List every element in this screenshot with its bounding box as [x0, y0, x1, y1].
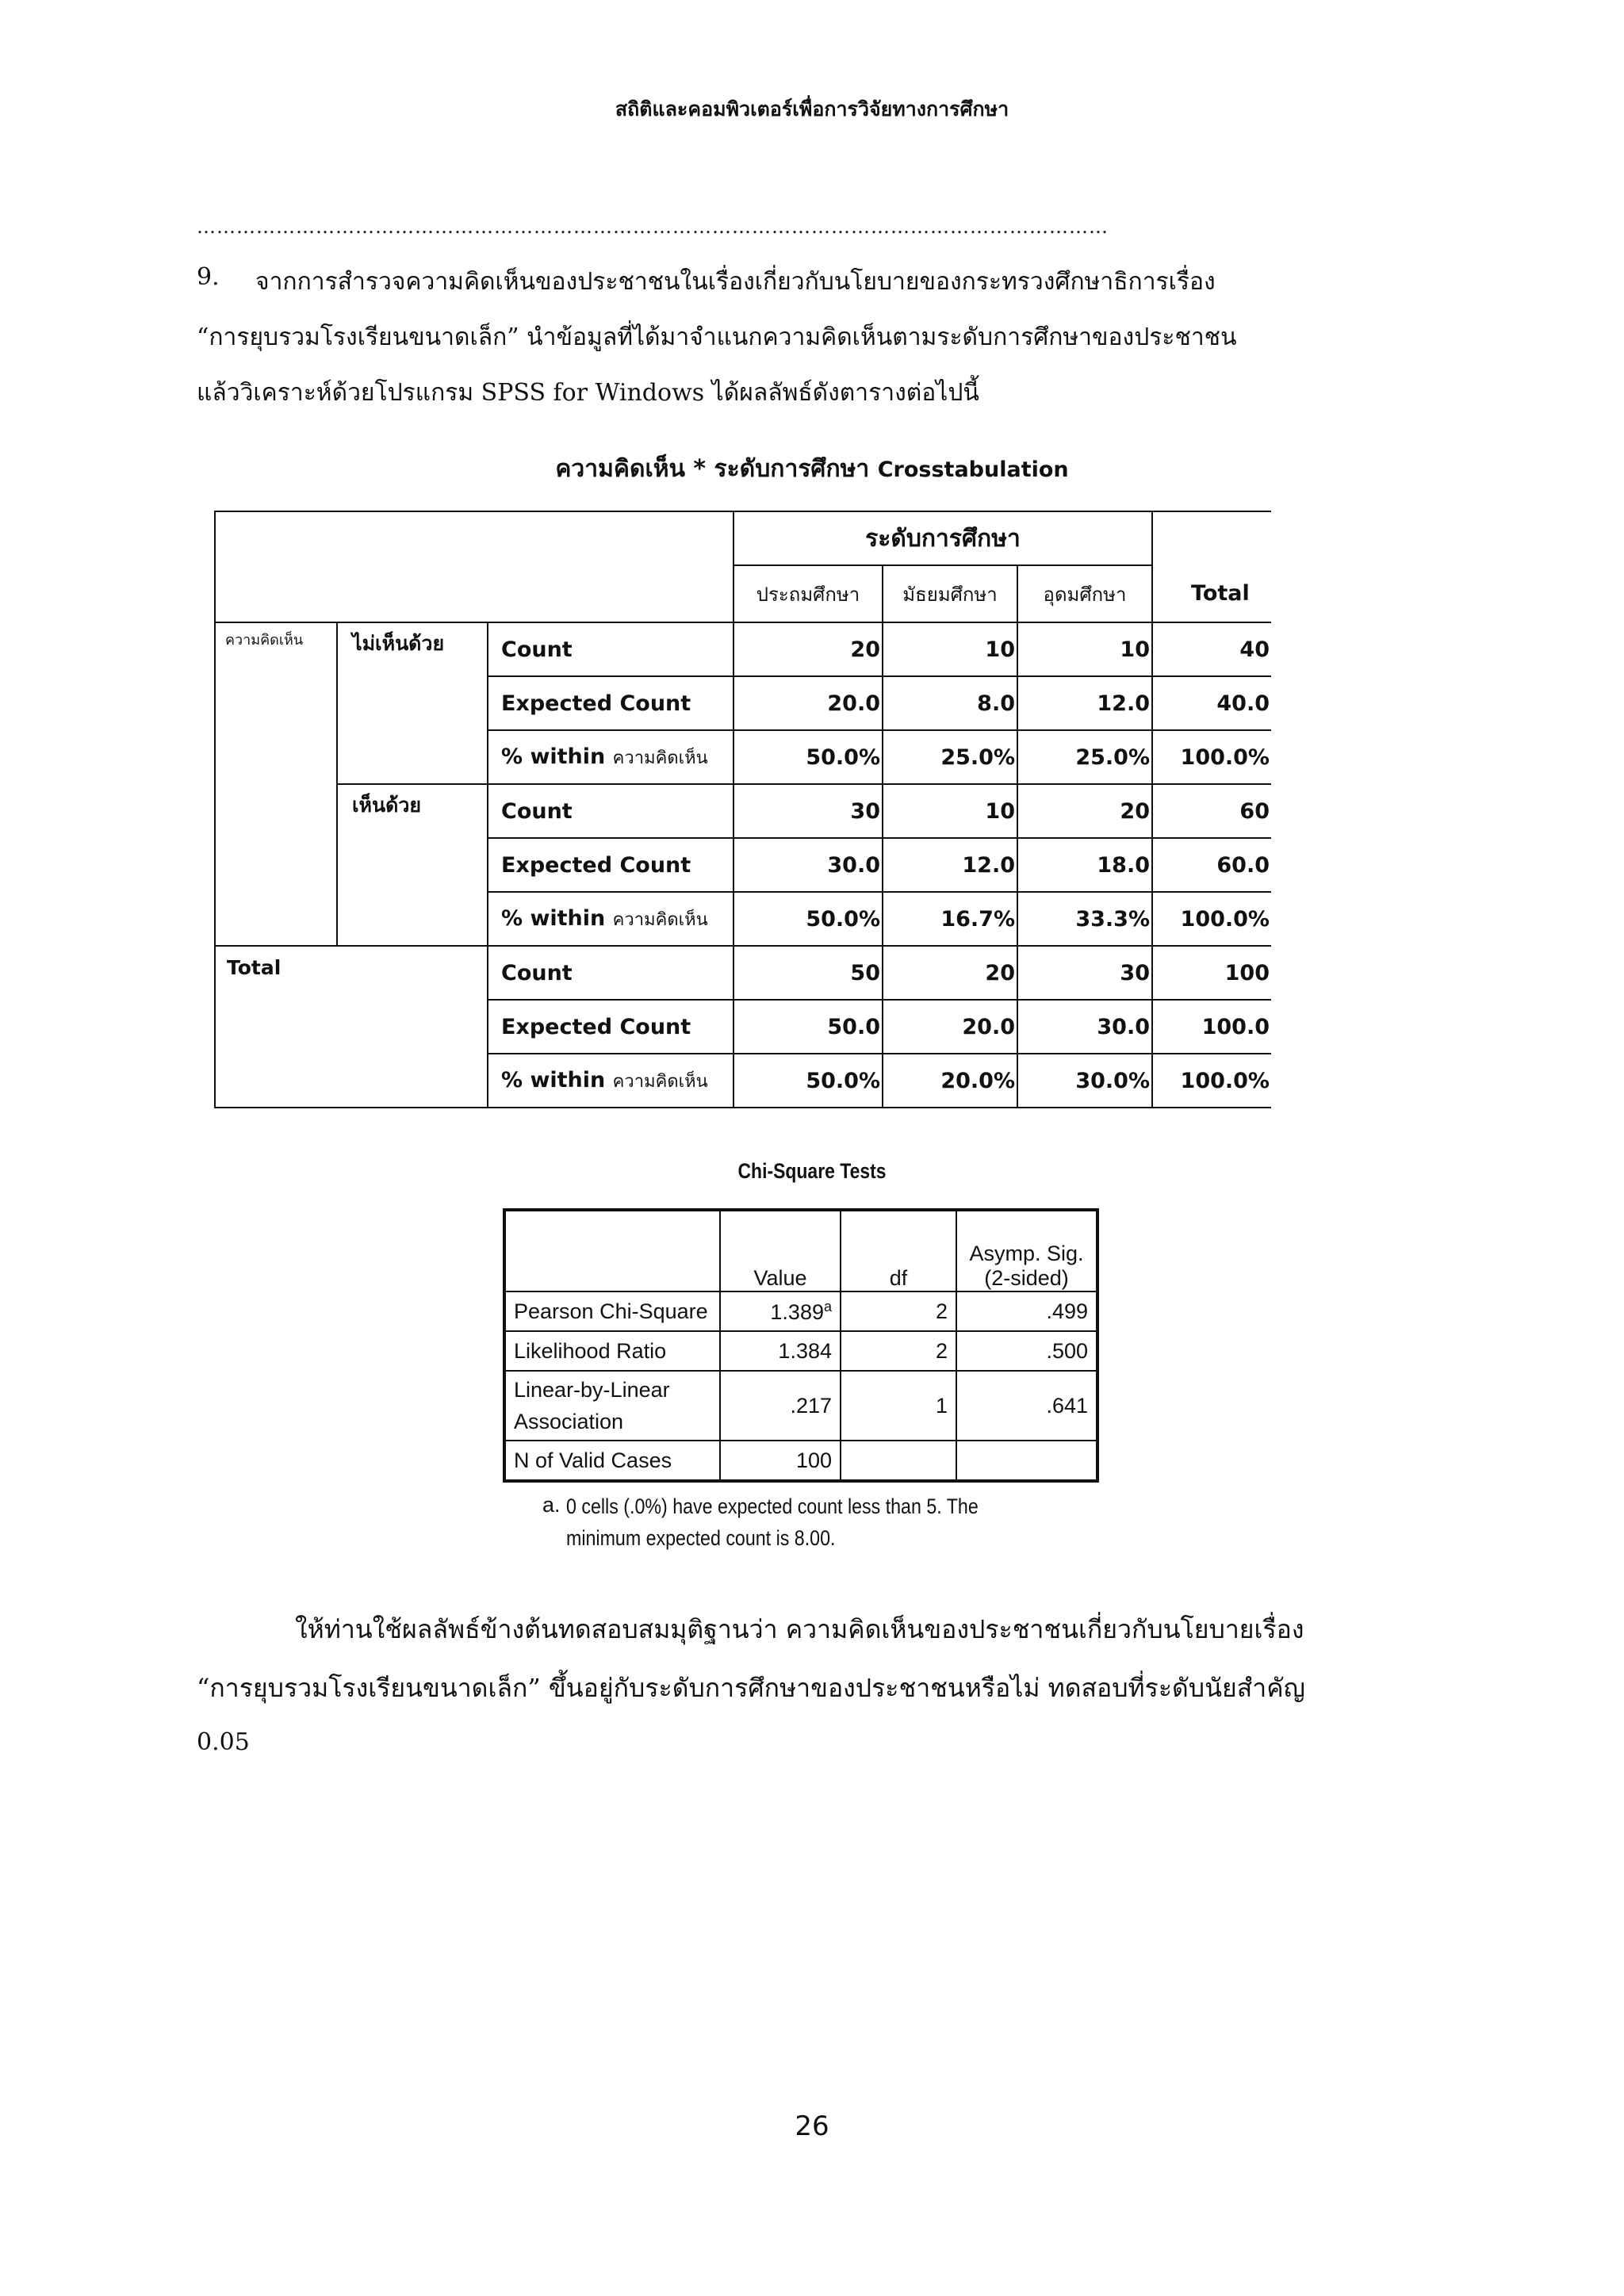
crosstab-col-header: อุดมศึกษา	[1017, 565, 1152, 622]
stat-th: ความคิดเห็น	[612, 748, 708, 768]
crosstab-cell: 30.0%	[1017, 1054, 1152, 1108]
crosstab-cell: 33.3%	[1017, 892, 1152, 946]
crosstab-cell: 100	[1152, 946, 1271, 1000]
crosstab-cell: 30.0	[733, 838, 883, 892]
crosstab-cell: 40.0	[1152, 676, 1271, 730]
crosstab-cell: 100.0%	[1152, 1054, 1271, 1108]
crosstab-stat-label: Count	[488, 622, 733, 676]
chi-value: 1.384	[720, 1331, 841, 1371]
chi-header-sig-line2: (2-sided)	[984, 1266, 1069, 1290]
crosstab-cell: 60.0	[1152, 838, 1271, 892]
crosstab-cell: 10	[883, 784, 1017, 838]
stat-en: % within	[501, 1067, 606, 1093]
chi-df: 1	[841, 1371, 956, 1441]
crosstab-title-en: Crosstabulation	[877, 457, 1069, 482]
footnote-line-1: 0 cells (.0%) have expected count less than 5. The	[566, 1494, 979, 1518]
crosstab-cell: 30.0	[1017, 1000, 1152, 1054]
crosstab-stat-label: Count	[488, 946, 733, 1000]
chi-value: 100	[720, 1441, 841, 1481]
crosstab-cell: 40	[1152, 622, 1271, 676]
chi-df: 2	[841, 1292, 956, 1331]
crosstab-cell: 100.0	[1152, 1000, 1271, 1054]
question-line-1: จากการสำรวจความคิดเห็นของประชาชนในเรื่องเกี่ยวกับนโยบายของกระทรวงศึกษาธิการเรื่อง	[255, 268, 1216, 296]
crosstab-total-row-label: Total	[215, 946, 488, 1108]
crosstab-cell: 30	[1017, 946, 1152, 1000]
crosstab-cell: 10	[883, 622, 1017, 676]
crosstab-cell: 20	[883, 946, 1017, 1000]
crosstab-cell: 16.7%	[883, 892, 1017, 946]
crosstab-row-variable: ความคิดเห็น	[215, 622, 337, 946]
instruction-line-3: 0.05	[197, 1728, 250, 1756]
chi-row-label: N of Valid Cases	[504, 1441, 720, 1481]
question-line-3: แล้ววิเคราะห์ด้วยโปรแกรม SPSS for Windows ได้ผลลัพธ์ดังตารางต่อไปนี้	[197, 379, 979, 407]
crosstab-total-header: Total	[1152, 565, 1271, 622]
crosstab-title	[0, 450, 1624, 488]
crosstab-cell: 50.0%	[733, 730, 883, 784]
crosstab-cell: 20	[1017, 784, 1152, 838]
chi-row-label: Likelihood Ratio	[504, 1331, 720, 1371]
crosstab-cell: 18.0	[1017, 838, 1152, 892]
footnote-line-2: minimum expected count is 8.00.	[566, 1526, 836, 1550]
crosstab-table	[214, 511, 1271, 1108]
crosstab-col-header: มัธยมศึกษา	[883, 565, 1017, 622]
crosstab-cell: 25.0%	[1017, 730, 1152, 784]
chi-square-title: Chi-Square Tests	[737, 1159, 887, 1183]
chi-row-label: Pearson Chi-Square	[504, 1292, 720, 1331]
chi-square-table	[503, 1208, 1099, 1483]
crosstab-cell: 50.0	[733, 1000, 883, 1054]
question-line-2: “การยุบรวมโรงเรียนขนาดเล็ก” นำข้อมูลที่ได้มาจำแนกความคิดเห็นตามระดับการศึกษาของประชาชน	[197, 323, 1237, 351]
crosstab-cell: 20	[733, 622, 883, 676]
chi-df-empty	[841, 1441, 956, 1481]
crosstab-cell: 50	[733, 946, 883, 1000]
crosstab-stat-label: Count	[488, 784, 733, 838]
crosstab-header-blank	[1152, 511, 1271, 565]
crosstab-stat-label: Expected Count	[488, 1000, 733, 1054]
instruction-line-2: “การยุบรวมโรงเรียนขนาดเล็ก” ขึ้นอยู่กับระดับการศึกษาของประชาชนหรือไม่ ทดสอบที่ระดับนัยสำคัญ	[197, 1673, 1305, 1703]
crosstab-col-group: ระดับการศึกษา	[733, 511, 1152, 565]
crosstab-cell: 12.0	[883, 838, 1017, 892]
crosstab-stat-label: Expected Count	[488, 676, 733, 730]
crosstab-group-label: เห็นด้วย	[337, 784, 488, 946]
chi-sig: .641	[956, 1371, 1097, 1441]
crosstab-cell: 30	[733, 784, 883, 838]
crosstab-cell: 50.0%	[733, 1054, 883, 1108]
chi-header-blank	[504, 1210, 720, 1292]
chi-value: .217	[720, 1371, 841, 1441]
chi-header-sig-line1: Asymp. Sig.	[969, 1242, 1084, 1265]
dotted-divider: …………………………………………………………………………………………………………………………	[197, 216, 1109, 238]
crosstab-cell: 8.0	[883, 676, 1017, 730]
crosstab-col-header: ประถมศึกษา	[733, 565, 883, 622]
crosstab-cell: 50.0%	[733, 892, 883, 946]
crosstab-corner	[215, 511, 733, 622]
crosstab-stat-label	[488, 730, 733, 784]
chi-sig-empty	[956, 1441, 1097, 1481]
page-number: 26	[795, 2110, 829, 2142]
stat-en: % within	[501, 905, 606, 931]
crosstab-group-label: ไม่เห็นด้วย	[337, 622, 488, 784]
page-header-title: สถิติและคอมพิวเตอร์เพื่อการวิจัยทางการศึกษา	[615, 98, 1009, 121]
crosstab-cell: 20.0	[733, 676, 883, 730]
crosstab-stat-label	[488, 892, 733, 946]
footnote-marker: a	[823, 1298, 832, 1314]
crosstab-cell: 20.0	[883, 1000, 1017, 1054]
crosstab-cell: 60	[1152, 784, 1271, 838]
chi-value	[720, 1292, 841, 1331]
chi-row-label-line1: Linear-by-Linear	[514, 1378, 670, 1402]
crosstab-title-thai: ความคิดเห็น * ระดับการศึกษา	[555, 455, 870, 483]
stat-th: ความคิดเห็น	[612, 1071, 708, 1092]
chi-sig: .500	[956, 1331, 1097, 1371]
crosstab-cell: 12.0	[1017, 676, 1152, 730]
stat-en: % within	[501, 744, 606, 769]
crosstab-cell: 20.0%	[883, 1054, 1017, 1108]
question-number: 9.	[197, 263, 220, 291]
stat-th: ความคิดเห็น	[612, 909, 708, 930]
instruction-line-1: ให้ท่านใช้ผลลัพธ์ข้างต้นทดสอบสมมุติฐานว่า ความคิดเห็นของประชาชนเกี่ยวกับนโยบายเรื่อง	[295, 1614, 1304, 1644]
chi-row-label-line2: Association	[514, 1410, 624, 1433]
chi-header-sig	[956, 1210, 1097, 1292]
crosstab-stat-label: Expected Count	[488, 838, 733, 892]
chi-value-num: 1.389	[770, 1299, 824, 1324]
crosstab-stat-label	[488, 1054, 733, 1108]
chi-header-df: df	[841, 1210, 956, 1292]
chi-row-label	[504, 1371, 720, 1441]
chi-df: 2	[841, 1331, 956, 1371]
crosstab-cell: 25.0%	[883, 730, 1017, 784]
crosstab-cell: 10	[1017, 622, 1152, 676]
chi-sig: .499	[956, 1292, 1097, 1331]
crosstab-cell: 100.0%	[1152, 892, 1271, 946]
footnote-mark: a.	[542, 1493, 561, 1517]
chi-header-value: Value	[720, 1210, 841, 1292]
crosstab-cell: 100.0%	[1152, 730, 1271, 784]
